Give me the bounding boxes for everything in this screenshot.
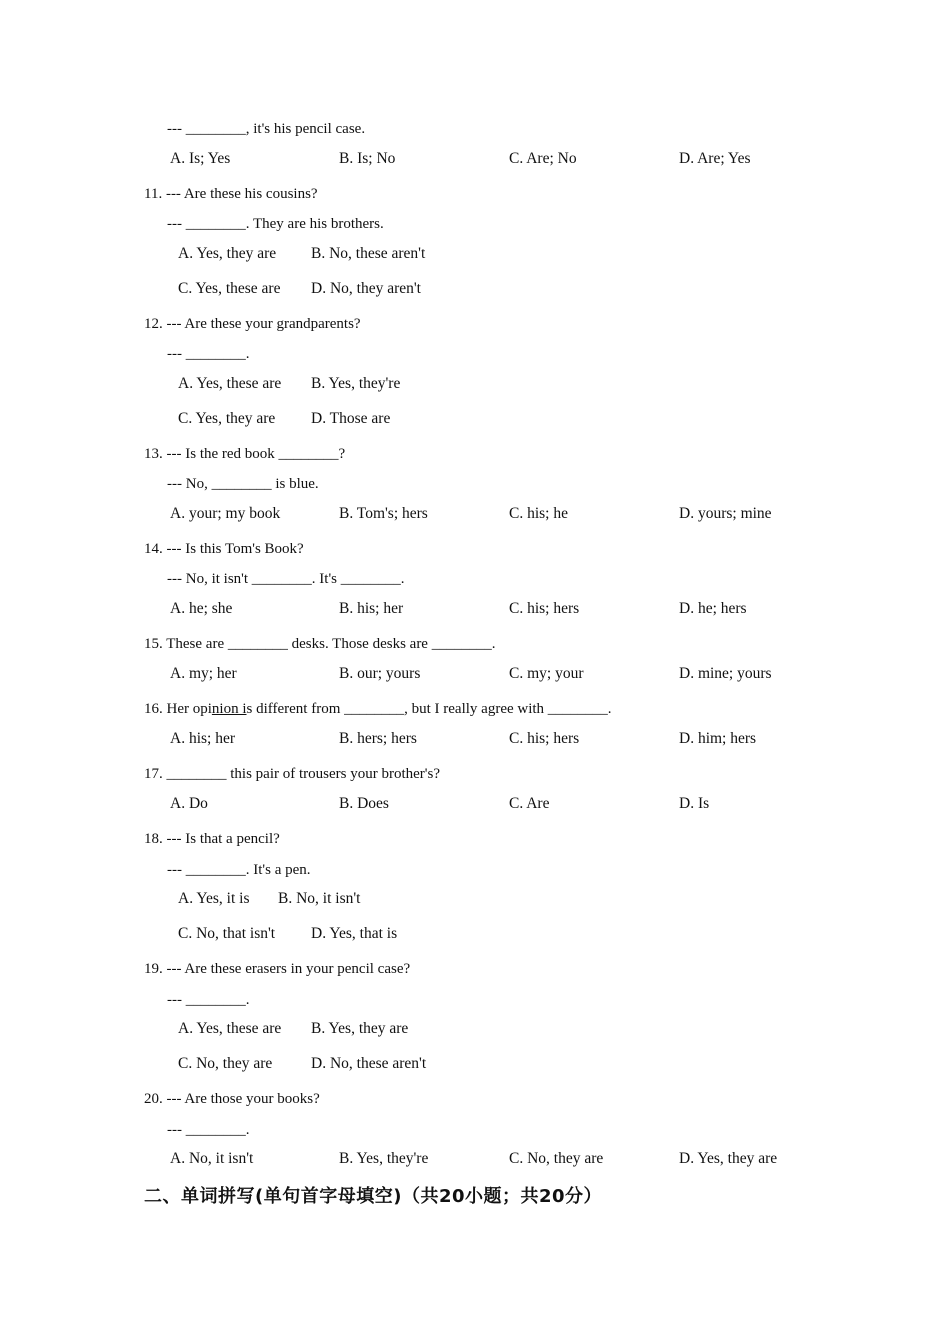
section-heading: 二、单词拼写(单句首字母填空)（共20小题；共20分） [144,1186,603,1207]
q17-option-a: A. Do [170,795,208,812]
q19-option-a: A. Yes, these are [178,1020,282,1037]
q14-option-b: B. his; her [339,600,404,617]
q16-text-start: 16. Her opi [144,701,212,717]
q17-option-d: D. Is [679,795,710,812]
q11-option-d: D. No, they aren't [311,280,421,297]
q10-option-c: C. Are; No [509,150,577,167]
q17-option-c: C. Are [509,795,550,812]
q20-question: 20. --- Are those your books? [144,1091,320,1107]
q11-question: 11. --- Are these his cousins? [144,186,318,202]
q16-option-d: D. him; hers [679,730,757,747]
q11-option-c: C. Yes, these are [178,280,281,297]
q17-option-b: B. Does [339,795,389,812]
q13-answer-line: --- No, ________ is blue. [167,476,319,492]
q19-option-c: C. No, they are [178,1055,273,1072]
q12-option-b: B. Yes, they're [311,375,401,392]
q16-underlined-fragment: nion i [211,701,247,717]
q19-answer-line: --- ________. [167,992,250,1008]
q14-question: 14. --- Is this Tom's Book? [144,541,304,557]
q10-answer-line: --- ________, it's his pencil case. [167,121,366,137]
q13-option-d: D. yours; mine [679,505,772,522]
q18-option-b: B. No, it isn't [278,890,361,907]
q16-option-c: C. his; hers [509,730,580,747]
q12-answer-line: --- ________. [167,346,250,362]
q20-answer-line: --- ________. [167,1122,250,1138]
q19-option-d: D. No, these aren't [311,1055,427,1072]
q14-option-d: D. he; hers [679,600,747,617]
q10-option-b: B. Is; No [339,150,396,167]
q13-option-a: A. your; my book [170,505,281,522]
q14-option-c: C. his; hers [509,600,580,617]
q12-option-d: D. Those are [311,410,391,427]
q13-question: 13. --- Is the red book ________? [144,446,346,462]
q20-option-a: A. No, it isn't [170,1150,254,1167]
q20-option-d: D. Yes, they are [679,1150,778,1167]
q10-option-d: D. Are; Yes [679,150,751,167]
q18-question: 18. --- Is that a pencil? [144,831,280,847]
q11-option-b: B. No, these aren't [311,245,426,262]
q15-option-c: C. my; your [509,665,584,682]
q14-option-a: A. he; she [170,600,233,617]
q12-option-c: C. Yes, they are [178,410,276,427]
q13-option-c: C. his; he [509,505,568,522]
q11-answer-line: --- ________. They are his brothers. [167,216,384,232]
q13-option-b: B. Tom's; hers [339,505,428,522]
q19-option-b: B. Yes, they are [311,1020,409,1037]
q18-answer-line: --- ________. It's a pen. [167,862,311,878]
q10-option-a: A. Is; Yes [170,150,231,167]
q12-question: 12. --- Are these your grandparents? [144,316,361,332]
q16-question [144,700,612,718]
q18-option-a: A. Yes, it is [178,890,250,907]
q20-option-b: B. Yes, they're [339,1150,429,1167]
q11-option-a: A. Yes, they are [178,245,277,262]
q15-option-b: B. our; yours [339,665,421,682]
q14-answer-line: --- No, it isn't ________. It's ________. [167,571,405,587]
q17-question: 17. ________ this pair of trousers your brother's? [144,766,440,782]
q12-option-a: A. Yes, these are [178,375,282,392]
q18-option-c: C. No, that isn't [178,925,276,942]
q20-option-c: C. No, they are [509,1150,604,1167]
q15-option-a: A. my; her [170,665,237,682]
q19-question: 19. --- Are these erasers in your pencil case? [144,961,411,977]
q15-question: 15. These are ________ desks. Those desks are ________. [144,636,496,652]
q16-text-end: s different from ________, but I really agree with ________. [246,701,612,717]
q18-option-d: D. Yes, that is [311,925,398,942]
q16-option-b: B. hers; hers [339,730,417,747]
q16-option-a: A. his; her [170,730,236,747]
q15-option-d: D. mine; yours [679,665,772,682]
